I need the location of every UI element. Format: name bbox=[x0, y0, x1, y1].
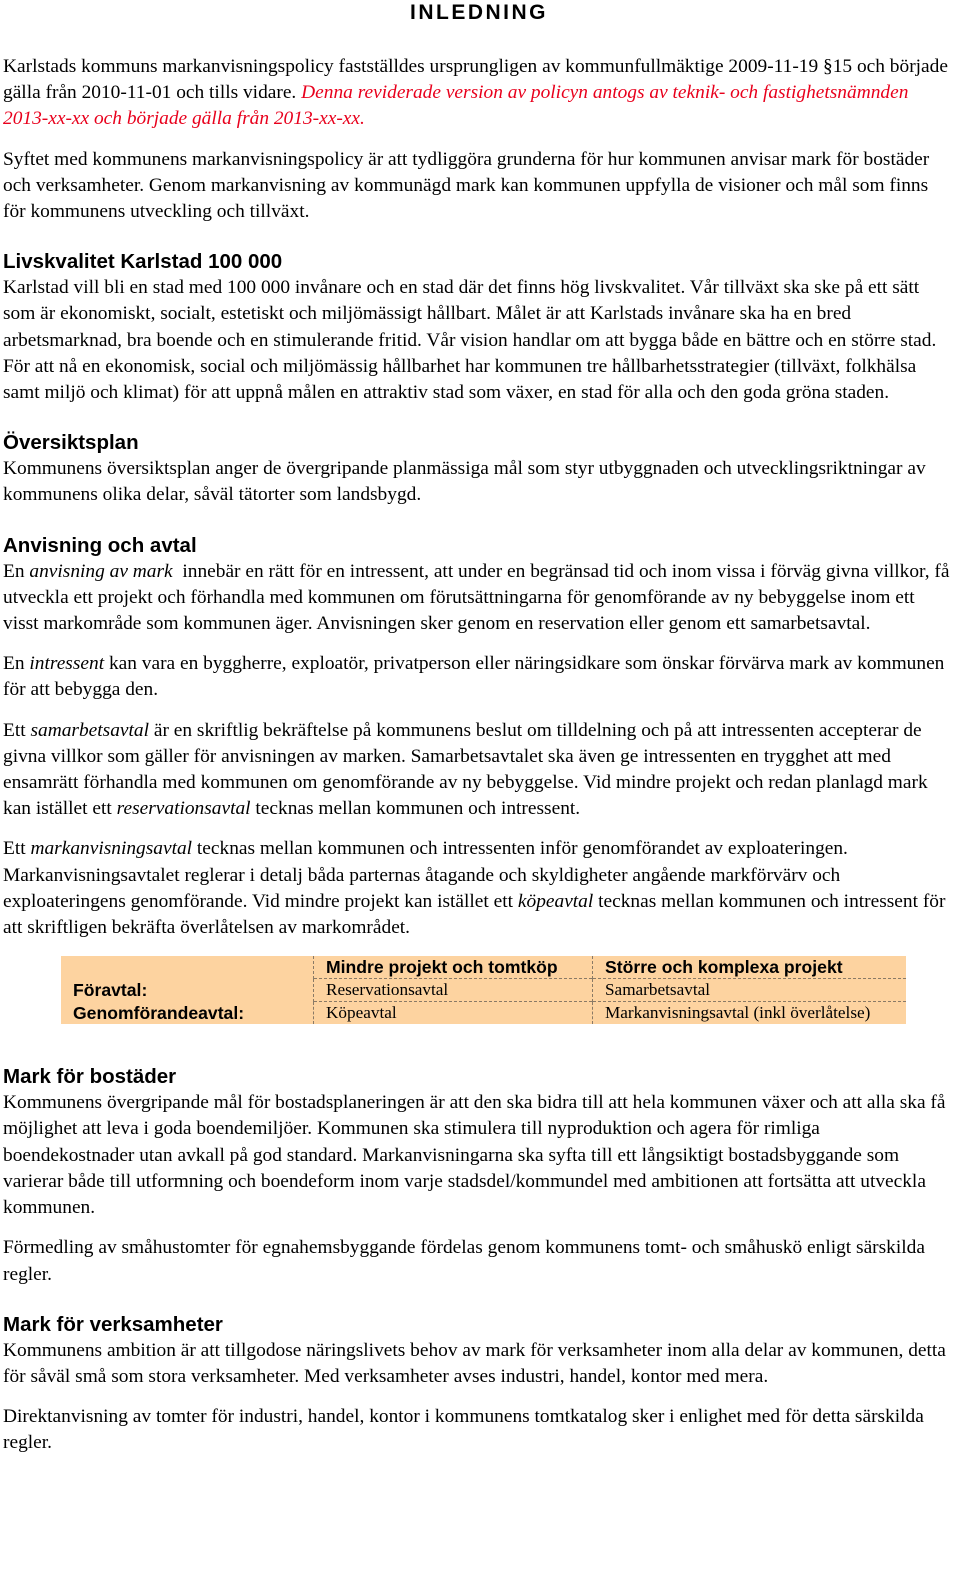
text-run: En bbox=[3, 560, 25, 582]
intro-paragraph-1 bbox=[3, 54, 955, 133]
section-heading-verksamheter: Mark för verksamheter bbox=[3, 1312, 223, 1336]
term-reservationsavtal: reservationsavtal bbox=[116, 798, 251, 820]
verksamheter-paragraph-1: Kommunens ambition är att tillgodose näringslivets behov av mark för verksamheter inom alla delar av kommunen, detta för såväl små som stora verksamheter. Med verksamheter avses industri, handel, kontor med mera. bbox=[3, 1339, 946, 1387]
term-samarbetsavtal: samarbetsavtal bbox=[30, 719, 149, 741]
text-run: kan vara en byggherre, exploatör, privatperson eller näringsidkare som önskar förvärva mark av kommunen för att bebygga den. bbox=[3, 653, 945, 701]
term-markanvisningsavtal: markanvisningsavtal bbox=[30, 838, 193, 860]
table-corner-cell bbox=[61, 956, 314, 979]
section-heading-anvisning: Anvisning och avtal bbox=[3, 533, 197, 557]
livskvalitet-paragraph: Karlstad vill bli en stad med 100 000 invånare och en stad där det finns hög livskvalitet. Vår tillväxt ska ske på ett sätt som är ekonomiskt, socialt, estetiskt och miljömässigt hållbart. Målet är att Karlstads invånare ska ha en bred arbetsmarknad, bra boende och en stimulerande fritid. Vår vision handlar om att bygga både en bättre och en större stad. För att nå en ekonomisk, social och miljömässig hållbarhet har kommunen tre hållbarhetsstrategier (tillväxt, folkhälsa samt miljö och klimat) för att uppnå målen en attraktiv stad som växer, en stad för alla och den goda gröna staden. bbox=[3, 277, 937, 404]
section-heading-livskvalitet: Livskvalitet Karlstad 100 000 bbox=[3, 250, 283, 274]
term-kopeavtal: köpeavtal bbox=[517, 890, 594, 912]
bostader-paragraph-2: Förmedling av småhustomter för egnahemsbyggande fördelas genom kommunens tomt- och småhuskö enligt särskilda regler. bbox=[3, 1237, 925, 1285]
col-header-small-projects: Mindre projekt och tomtköp bbox=[314, 956, 593, 979]
text-run: Ett bbox=[3, 838, 26, 860]
row-label-genomforandeavtal: Genomförandeavtal: bbox=[73, 1003, 245, 1024]
text-run: Ett bbox=[3, 719, 26, 741]
anvisning-paragraph-2 bbox=[3, 651, 955, 703]
table-row bbox=[61, 979, 906, 1002]
oversiktsplan-paragraph: Kommunens översiktsplan anger de övergripande planmässiga mål som styr utbyggnaden och utvecklingsriktningar av kommunens olika delar, såväl tätorter som landsbygd. bbox=[3, 458, 926, 506]
agreement-table bbox=[61, 956, 906, 1024]
intro-paragraph-2: Syftet med kommunens markanvisningspolicy är att tydliggöra grunderna för hur kommunen anvisar mark för bostäder och verksamheter. Genom markanvisning av kommunägd mark kan kommunen uppfylla de visioner och mål som finns för kommunens utveckling och tillväxt. bbox=[3, 148, 930, 223]
text-run: En bbox=[3, 653, 25, 675]
anvisning-paragraph-3 bbox=[3, 718, 955, 823]
table-row bbox=[61, 1002, 906, 1025]
text-run: är en skriftlig bekräftelse på kommunens beslut om tilldelning och på att intressenten accepterar de givna villkor som gäller för anvisningen av marken. Samarbetsavtalet ska även ge intressenten en trygghet att med ensamrätt förhandla med kommunen om genomförande av ny bebyggelse. Vid mindre projekt och redan planlagd mark kan istället ett bbox=[3, 719, 928, 820]
term-intressent: intressent bbox=[29, 653, 105, 675]
text-run: tecknas mellan kommunen och intressent för att skriftligen bekräfta överlåtelsen av markområdet. bbox=[3, 890, 946, 939]
document-page bbox=[3, 0, 955, 1457]
intro-text: Karlstads kommuns markanvisningspolicy fastställdes ursprungligen av kommunfullmäktige 2009-11-19 §15 och började gälla från 2010-11-01 och tills vidare. bbox=[3, 56, 948, 104]
row-label-foravtal: Föravtal: bbox=[73, 980, 148, 1001]
table-header-row bbox=[61, 956, 906, 979]
col-header-large-projects: Större och komplexa projekt bbox=[593, 956, 907, 979]
term-anvisning: anvisning av mark bbox=[29, 560, 173, 582]
section-heading-bostader: Mark för bostäder bbox=[3, 1065, 177, 1089]
anvisning-paragraph-4 bbox=[3, 836, 955, 941]
text-run: tecknas mellan kommunen och intressenten inför genomförandet av exploateringen. Markanvisningsavtalet reglerar i detalj båda parternas åtagande och skyldigheter angående markförvärv och exploateringens genomförande. Vid mindre projekt kan istället ett bbox=[3, 838, 848, 912]
section-heading-oversiktsplan: Översiktsplan bbox=[3, 431, 139, 455]
table-cell: Samarbetsavtal bbox=[593, 979, 907, 1002]
text-run: tecknas mellan kommunen och intressent. bbox=[255, 798, 581, 820]
text-run: innebär en rätt för en intressent, att under en begränsad tid och inom vissa i förväg givna villkor, få utveckla ett projekt och förhandla med kommunen om förutsättningarna för genomförande av ny bebyggelse inom ett visst markområde som kommunen äger. Anvisningen sker genom en reservation eller genom ett samarbetsavtal. bbox=[3, 560, 950, 635]
table-cell: Reservationsavtal bbox=[314, 979, 593, 1002]
table-cell: Köpeavtal bbox=[314, 1002, 593, 1025]
table-cell: Markanvisningsavtal (inkl överlåtelse) bbox=[593, 1002, 907, 1025]
anvisning-paragraph-1 bbox=[3, 559, 955, 638]
bostader-paragraph-1: Kommunens övergripande mål för bostadsplaneringen är att den ska bidra till att hela kommunen växer och att alla ska få möjlighet att leva i goda boendemiljöer. Kommunen ska stimulera till nyproduktion och agera för rimliga boendekostnader utan avkall på god standard. Markanvisningarna ska syfta till ett långsiktigt bostadsbyggande som varierar både till utformning och boendeform inom varje stadsdel/kommundel med ambitionen att fortsätta att utveckla kommunen. bbox=[3, 1092, 946, 1219]
verksamheter-paragraph-2: Direktanvisning av tomter för industri, handel, kontor i kommunens tomtkatalog sker i enlighet med för detta särskilda regler. bbox=[3, 1406, 924, 1454]
revision-note: Denna reviderade version av policyn antogs av teknik- och fastighetsnämnden 2013-xx-xx och började gälla från 2013-xx-xx. bbox=[3, 82, 909, 130]
page-title: INLEDNING bbox=[410, 1, 548, 24]
